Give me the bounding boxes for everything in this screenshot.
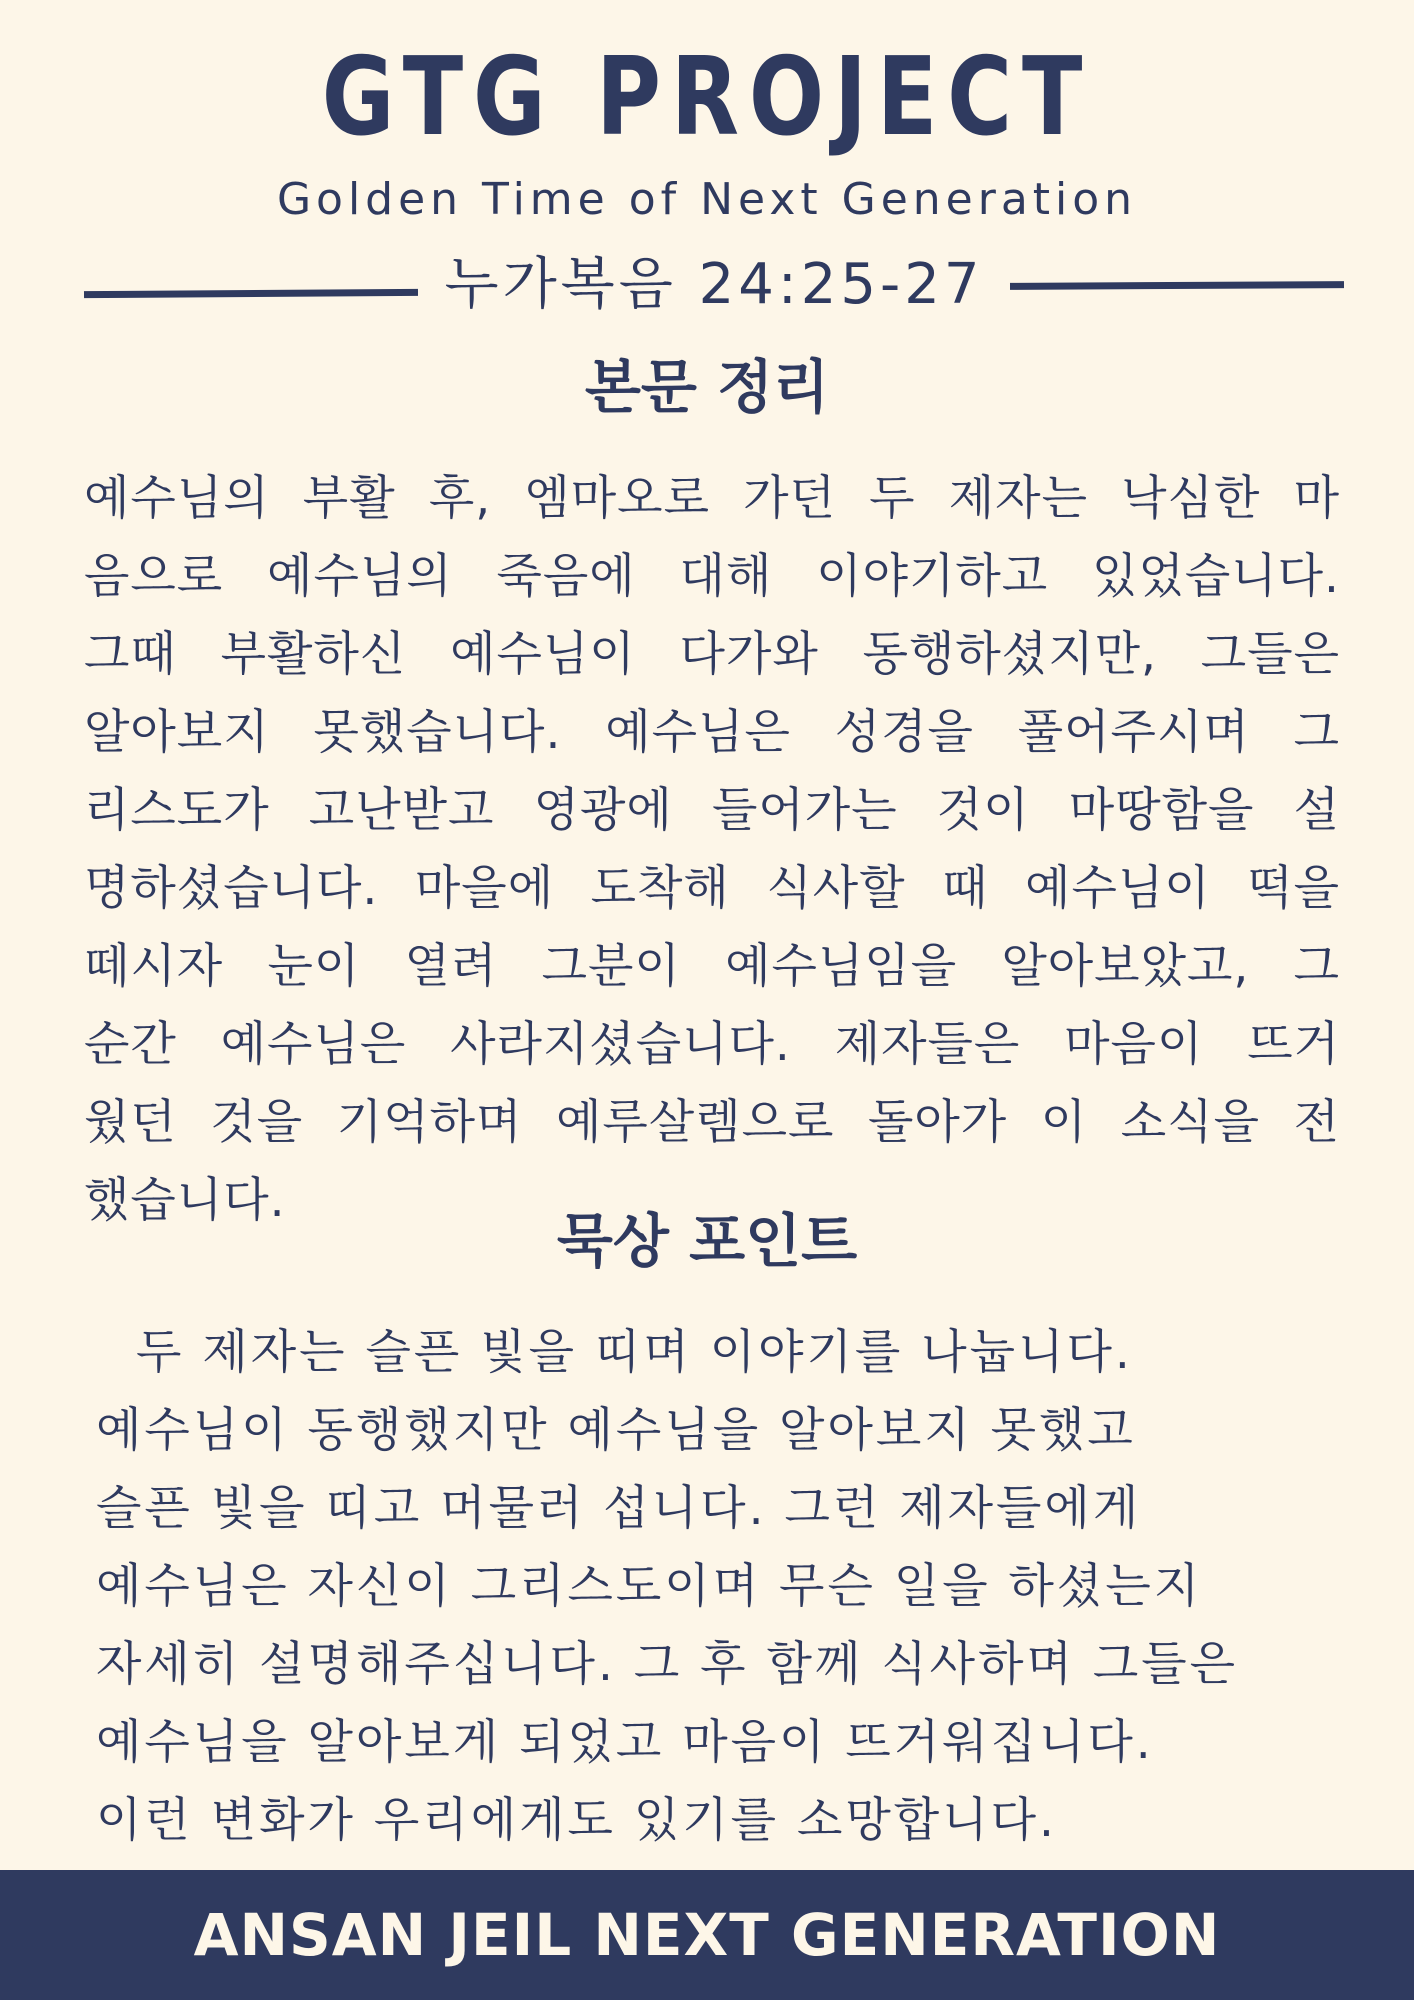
summary-line: 알아보지 못했습니다. 예수님은 성경을 풀어주시며 그 — [84, 705, 1340, 760]
summary-line: 예수님의 부활 후, 엠마오로 가던 두 제자는 낙심한 마 — [84, 471, 1340, 526]
page-title: GTG PROJECT — [321, 35, 1093, 160]
meditation-line: 예수님은 자신이 그리스도이며 무슨 일을 하셨는지 — [96, 1559, 1203, 1614]
summary-line: 음으로 예수님의 죽음에 대해 이야기하고 있었습니다. — [84, 549, 1340, 604]
summary-line: 떼시자 눈이 열려 그분이 예수님임을 알아보았고, 그 — [84, 939, 1340, 994]
meditation-heading: 묵상 포인트 — [556, 1207, 858, 1275]
footer-text: ANSAN JEIL NEXT GENERATION — [193, 1901, 1221, 1969]
meditation-line: 이런 변화가 우리에게도 있기를 소망합니다. — [96, 1793, 1057, 1848]
meditation-line: 예수님이 동행했지만 예수님을 알아보지 못했고 — [96, 1403, 1136, 1458]
divider-left — [84, 289, 418, 298]
meditation-line: 두 제자는 슬픈 빛을 띠며 이야기를 나눕니다. — [136, 1325, 1133, 1380]
summary-heading: 본문 정리 — [584, 353, 830, 421]
summary-line: 그때 부활하신 예수님이 다가와 동행하셨지만, 그들은 — [84, 627, 1340, 682]
page-subtitle: Golden Time of Next Generation — [276, 174, 1138, 225]
summary-line: 명하셨습니다. 마을에 도착해 식사할 때 예수님이 떡을 — [84, 861, 1340, 916]
summary-line: 웠던 것을 기억하며 예루살렘으로 돌아가 이 소식을 전 — [84, 1095, 1340, 1150]
meditation-line: 슬픈 빛을 띠고 머물러 섭니다. 그런 제자들에게 — [96, 1481, 1142, 1536]
meditation-line: 자세히 설명해주십니다. 그 후 함께 식사하며 그들은 — [96, 1637, 1239, 1692]
scripture-reference: 누가복음 24:25-27 — [444, 252, 984, 317]
meditation-line: 예수님을 알아보게 되었고 마음이 뜨거워집니다. — [96, 1715, 1154, 1770]
divider-right — [1010, 281, 1344, 290]
scripture-reference-row — [84, 250, 1344, 320]
meditation-text — [96, 1314, 1326, 1860]
footer-banner — [0, 1870, 1414, 2000]
summary-line: 리스도가 고난받고 영광에 들어가는 것이 마땅함을 설 — [84, 783, 1340, 838]
summary-line: 했습니다. — [84, 1173, 286, 1228]
summary-text — [84, 460, 1340, 1240]
summary-line: 순간 예수님은 사라지셨습니다. 제자들은 마음이 뜨거 — [84, 1017, 1340, 1072]
